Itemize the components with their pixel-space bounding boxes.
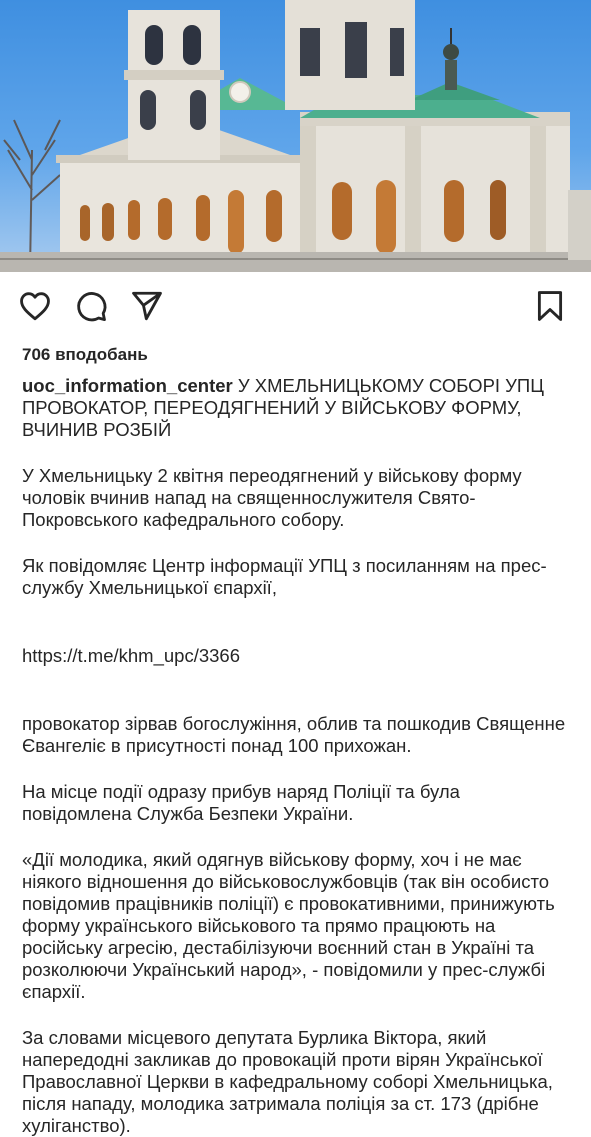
share-button[interactable]: [130, 289, 164, 323]
comment-icon: [74, 289, 108, 323]
save-button[interactable]: [533, 289, 567, 323]
username-link[interactable]: uoc_information_center: [22, 375, 233, 396]
paragraph-2: Як повідомляє Центр інформації УПЦ з посиланням на прес-службу Хмельницької єпархії,: [22, 555, 547, 598]
post-photo[interactable]: [0, 0, 591, 272]
telegram-link[interactable]: https://t.me/khm_upc/3366: [22, 645, 241, 666]
likes-count[interactable]: 706 вподобань: [22, 345, 148, 364]
comment-button[interactable]: [74, 289, 108, 323]
post-content: [0, 344, 591, 1137]
paragraph-5: «Дії молодика, який одягнув військову форму, хоч і не має ніякого відношення до військовослужбовців (так він особисто повідомив працівників поліції) є провокативними, принижують форму українського військового та прямо працюють на російську агресію, дестабілізуючи воєнний стан в Україні та розколюючи Український народ», - повідомили у прес-службі єпархії.: [22, 849, 555, 1002]
paragraph-6: За словами місцевого депутата Бурлика Віктора, який напередодні закликав до провокацій проти вірян Української Православної Церкви в кафедральному соборі Хмельницька, після нападу, молодика затримала поліція за ст. 173 (дрібне хуліганство).: [22, 1027, 553, 1136]
caption: [22, 375, 569, 441]
caption-title: У ХМЕЛЬНИЦЬКОМУ СОБОРІ УПЦ ПРОВОКАТОР, ПЕРЕОДЯГНЕНИЙ У ВІЙСЬКОВУ ФОРМУ, ВЧИНИВ РОЗБІЙ: [22, 375, 544, 440]
post-action-bar: [0, 272, 591, 338]
like-button[interactable]: [18, 289, 52, 323]
paragraph-3: провокатор зірвав богослужіння, облив та пошкодив Священне Євангеліє в присутності понад 100 прихожан.: [22, 713, 566, 756]
heart-icon: [18, 289, 52, 323]
paper-plane-icon: [130, 289, 164, 323]
paragraph-4: На місце події одразу прибув наряд Поліції та була повідомлена Служба Безпеки України.: [22, 781, 460, 824]
cathedral-image: [0, 0, 591, 272]
external-link-paragraph: [22, 623, 569, 689]
bookmark-icon: [533, 289, 567, 323]
paragraph-1: У Хмельницьку 2 квітня переодягнений у військову форму чоловік вчинив напад на священнослужителя Свято-Покровського кафедрального собору.: [22, 465, 522, 530]
